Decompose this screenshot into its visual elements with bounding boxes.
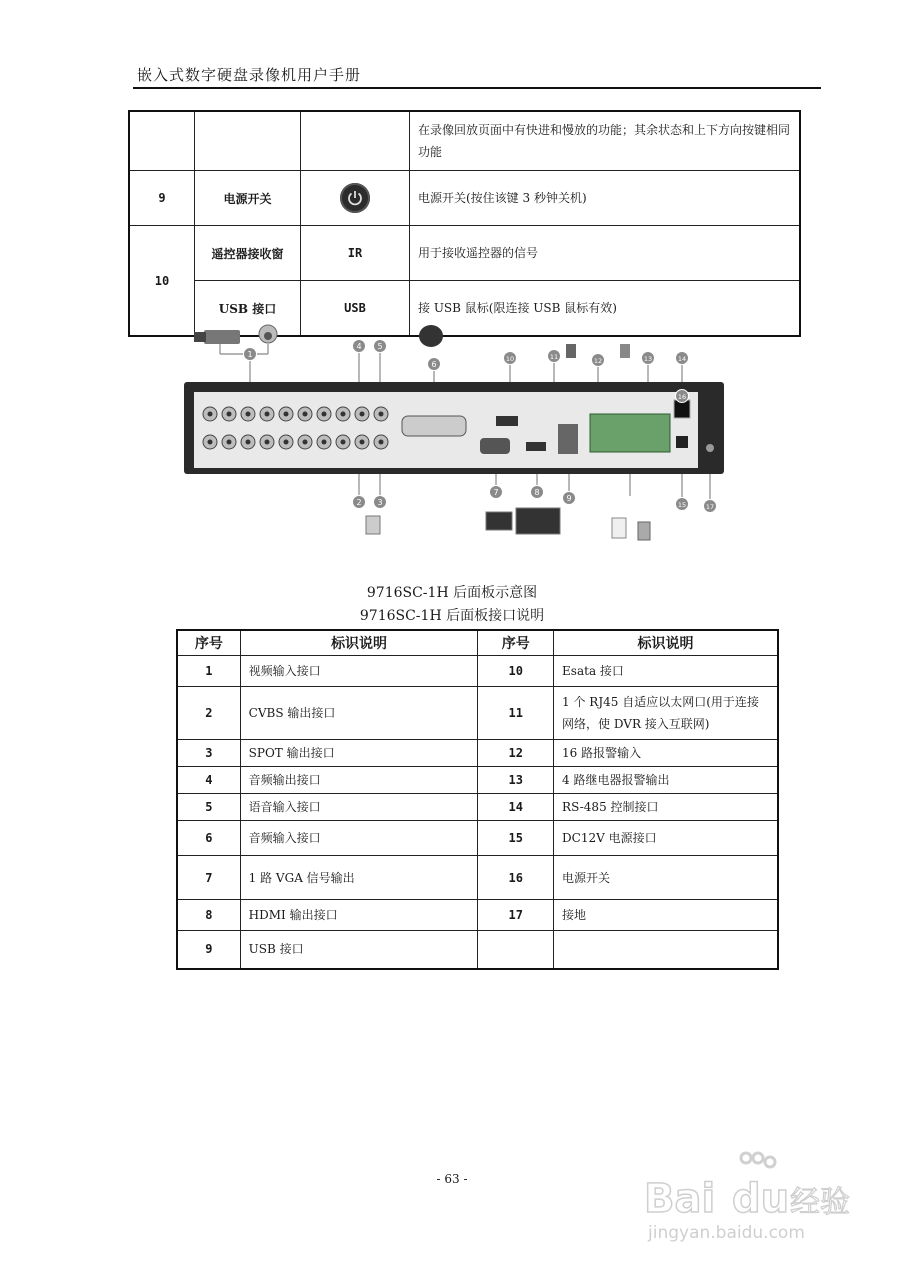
alarm-terminals xyxy=(590,414,670,452)
callout-label: 15 xyxy=(677,501,687,509)
callout-label: 1 xyxy=(247,350,253,359)
header-desc: 标识说明 xyxy=(240,630,478,656)
vga-monitor-icon xyxy=(486,512,512,530)
bnc-connector-core xyxy=(284,412,289,417)
cell-desc: 4 路继电器报警输出 xyxy=(554,767,778,794)
cell-no: 10 xyxy=(129,226,195,337)
bnc-connector-core xyxy=(284,440,289,445)
cell-name: 电源开关 xyxy=(195,171,301,226)
cell-desc xyxy=(554,931,778,969)
callout-label: 6 xyxy=(431,360,437,369)
cell-no: 7 xyxy=(177,856,240,900)
spot-monitor-icon xyxy=(366,516,380,534)
cell-no xyxy=(478,931,554,969)
alarm-light-icon xyxy=(620,344,630,358)
table-row xyxy=(177,767,778,794)
vga-port xyxy=(480,438,510,454)
callout-label: 2 xyxy=(356,498,362,507)
cell-desc: 1 个 RJ45 自适应以太网口(用于连接网络，使 DVR 接入互联网) xyxy=(554,687,778,740)
audio-device-icon xyxy=(419,325,443,347)
table-row xyxy=(177,740,778,767)
baidu-watermark-logo xyxy=(640,1150,860,1250)
cell-desc: 语音输入接口 xyxy=(240,794,478,821)
cell-no: 11 xyxy=(478,687,554,740)
table-row xyxy=(177,656,778,687)
callout-label: 9 xyxy=(566,494,572,503)
cell-desc: 1 路 VGA 信号输出 xyxy=(240,856,478,900)
bnc-connector-core xyxy=(360,440,365,445)
cell-desc: 音频输出接口 xyxy=(240,767,478,794)
bnc-connector-core xyxy=(208,440,213,445)
cell-no: 3 xyxy=(177,740,240,767)
hdmi-port xyxy=(526,442,546,451)
cell-desc: SPOT 输出接口 xyxy=(240,740,478,767)
cell-empty xyxy=(129,111,195,171)
cell-desc: 电源开关(按住该键 3 秒钟关机) xyxy=(410,171,801,226)
cell-no: 5 xyxy=(177,794,240,821)
cell-desc: 接 USB 鼠标(限连接 USB 鼠标有效) xyxy=(410,281,801,337)
cell-desc: RS-485 控制接口 xyxy=(554,794,778,821)
cell-no: 2 xyxy=(177,687,240,740)
db25-connector xyxy=(402,416,466,436)
cell-name: 遥控器接收窗 xyxy=(195,226,301,281)
sensor-icon xyxy=(612,518,626,538)
dc-jack xyxy=(676,436,688,448)
cell-desc: 电源开关 xyxy=(554,856,778,900)
table-row xyxy=(129,226,800,281)
table-row xyxy=(129,171,800,226)
camera-icon xyxy=(194,330,240,344)
cell-no: 12 xyxy=(478,740,554,767)
cell-label: IR xyxy=(301,226,410,281)
bnc-connector-core xyxy=(322,412,327,417)
cell-no: 16 xyxy=(478,856,554,900)
rj45-usb-port xyxy=(558,424,578,454)
bnc-connector-core xyxy=(227,412,232,417)
cell-desc: 在录像回放页面中有快进和慢放的功能；其余状态和上下方向按键相同功能 xyxy=(410,111,801,171)
bnc-connector-core xyxy=(322,440,327,445)
cell-desc: Esata 接口 xyxy=(554,656,778,687)
ground-terminal xyxy=(706,444,714,452)
cell-desc: HDMI 输出接口 xyxy=(240,900,478,931)
table-row xyxy=(177,687,778,740)
cell-label: USB xyxy=(301,281,410,337)
bnc-connector-core xyxy=(303,440,308,445)
cell-desc: 接地 xyxy=(554,900,778,931)
cell-desc: USB 接口 xyxy=(240,931,478,969)
svg-text:Bai: Bai xyxy=(644,1176,716,1222)
cell-desc: 视频输入接口 xyxy=(240,656,478,687)
rear-panel-figure xyxy=(180,312,730,552)
callout-label: 7 xyxy=(493,488,499,497)
bnc-connector-core xyxy=(208,412,213,417)
bnc-connector-core xyxy=(265,440,270,445)
callout-label: 8 xyxy=(534,488,540,497)
detector-icon xyxy=(638,522,650,540)
page-number: - 63 - xyxy=(436,1172,468,1186)
bnc-connector-core xyxy=(360,412,365,417)
callout-label: 14 xyxy=(677,355,687,363)
power-icon xyxy=(340,183,370,213)
figure-caption: 9716SC-1H 后面板示意图 xyxy=(366,585,538,601)
callout-label: 13 xyxy=(643,355,653,363)
header-no: 序号 xyxy=(478,630,554,656)
bnc-connector-core xyxy=(265,412,270,417)
bnc-connector-core xyxy=(341,440,346,445)
table-row xyxy=(177,794,778,821)
callout-label: 16 xyxy=(677,393,687,401)
page-header-title: 嵌入式数字硬盘录像机用户手册 xyxy=(137,66,362,84)
rear-panel-diagram xyxy=(180,312,730,552)
table-row xyxy=(177,856,778,900)
cell-no: 10 xyxy=(478,656,554,687)
cell-no: 14 xyxy=(478,794,554,821)
bnc-connector-core xyxy=(341,412,346,417)
cell-desc: 用于接收遥控器的信号 xyxy=(410,226,801,281)
table-caption: 9716SC-1H 后面板接口说明 xyxy=(359,608,545,624)
bnc-connector-core xyxy=(227,440,232,445)
cell-name: USB 接口 xyxy=(195,281,301,337)
svg-text:jingyan.baidu.com: jingyan.baidu.com xyxy=(648,1223,805,1243)
cell-no: 8 xyxy=(177,900,240,931)
callout-label: 4 xyxy=(356,342,362,351)
cell-no: 17 xyxy=(478,900,554,931)
bnc-connector-core xyxy=(303,412,308,417)
cell-desc: 16 路报警输入 xyxy=(554,740,778,767)
cell-icon xyxy=(301,171,410,226)
header-rule xyxy=(133,87,821,89)
cell-desc: DC12V 电源接口 xyxy=(554,821,778,856)
cell-no: 1 xyxy=(177,656,240,687)
callout-label: 17 xyxy=(705,503,715,511)
esata-port xyxy=(496,416,518,426)
bnc-connector-core xyxy=(246,440,251,445)
bnc-connector-core xyxy=(379,412,384,417)
siren-icon xyxy=(566,344,576,358)
cell-no: 9 xyxy=(129,171,195,226)
dome-camera-icon xyxy=(259,325,277,343)
port-description-table xyxy=(176,629,779,970)
table-row xyxy=(177,821,778,856)
callout-label: 12 xyxy=(593,357,603,365)
bnc-connector-core xyxy=(246,412,251,417)
cell-no: 15 xyxy=(478,821,554,856)
cell-empty xyxy=(301,111,410,171)
cell-desc: CVBS 输出接口 xyxy=(240,687,478,740)
callout-label: 11 xyxy=(549,353,559,361)
bnc-connector-core xyxy=(379,440,384,445)
table-row xyxy=(177,900,778,931)
callout-label: 3 xyxy=(377,498,383,507)
callout-label: 10 xyxy=(505,355,515,363)
cell-no: 6 xyxy=(177,821,240,856)
front-panel-table xyxy=(128,110,801,337)
header-desc: 标识说明 xyxy=(554,630,778,656)
hdmi-monitor-icon xyxy=(516,508,560,534)
table-row xyxy=(177,931,778,969)
cell-empty xyxy=(195,111,301,171)
cell-no: 4 xyxy=(177,767,240,794)
callout-label: 5 xyxy=(377,342,383,351)
table-header-row xyxy=(177,630,778,656)
header-no: 序号 xyxy=(177,630,240,656)
cell-no: 13 xyxy=(478,767,554,794)
svg-text:du: du xyxy=(732,1176,790,1222)
svg-text:经验: 经验 xyxy=(790,1185,850,1220)
cell-no: 9 xyxy=(177,931,240,969)
table-row xyxy=(129,111,800,171)
cell-desc: 音频输入接口 xyxy=(240,821,478,856)
